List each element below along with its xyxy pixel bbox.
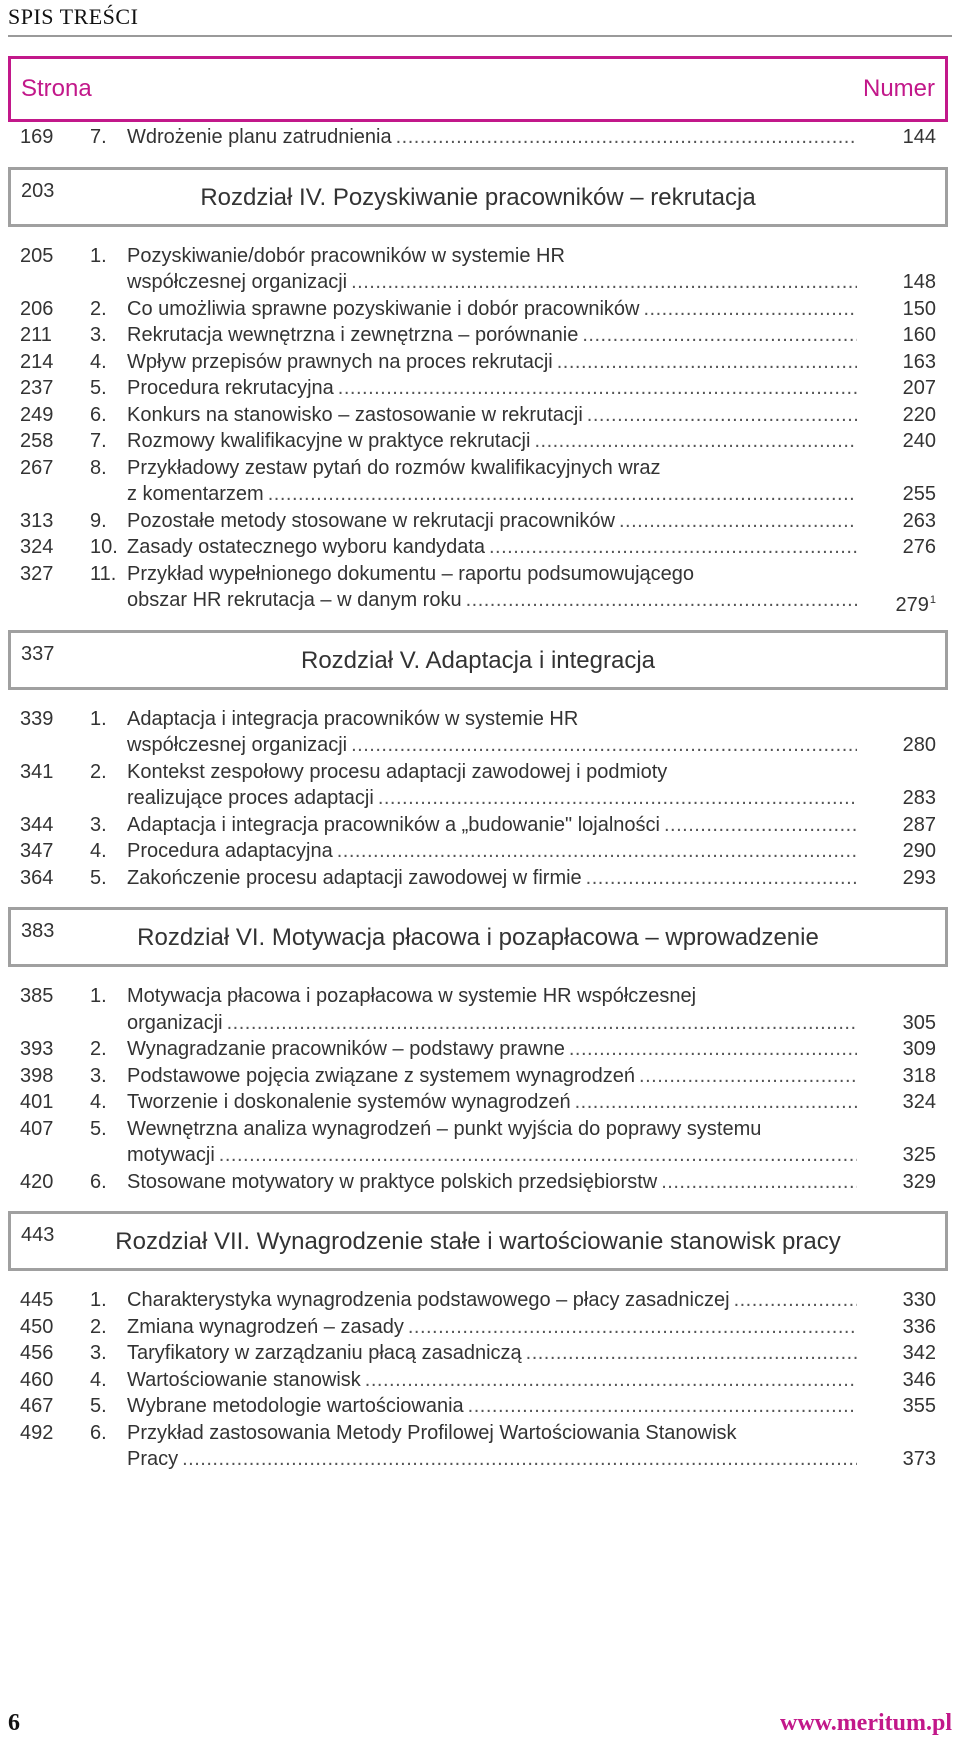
dot-leader [587,402,857,429]
entry-number: 5. [90,866,107,889]
entry-page-value: 148 [902,271,936,293]
entry-page-number [876,1446,936,1473]
entry-page-value: 346 [902,1368,936,1391]
entry-page-number [876,1393,936,1420]
entry-page-value: 305 [902,1011,936,1034]
entry-page-number [876,508,936,535]
entry-title [127,865,857,892]
entry-source-page: 347 [20,840,54,862]
chapter-heading [8,630,948,690]
entry-title [127,402,857,429]
entry-page-value: 276 [902,536,936,558]
entry-title-line: Wynagradzanie pracowników – podstawy prawne [127,1038,565,1060]
chapter-heading [8,907,948,967]
entry-page-number [876,481,936,508]
dot-leader [182,1446,857,1473]
entry-title [127,759,857,812]
entry-title-line: Co umożliwia sprawne pozyskiwanie i dobór pracowników [127,297,640,320]
dot-leader [643,296,857,323]
dot-leader [365,1367,857,1394]
entry-page-number [876,1367,936,1394]
dot-leader [619,508,857,535]
footer-page-number: 6 [8,1710,20,1736]
entry-number: 5. [90,377,107,399]
entry-title [127,1116,857,1169]
entry-page-value: 293 [902,866,936,889]
entry-page-number [876,269,936,296]
entry-source-page: 393 [20,1038,54,1060]
dot-leader [219,1142,857,1169]
entry-title [127,455,857,508]
entry-source-page: 445 [20,1289,54,1311]
entry-source-page: 205 [20,244,54,267]
entry-page-value: 144 [902,126,936,148]
dot-leader [526,1340,857,1367]
entry-title [127,838,857,865]
entry-page-number [876,732,936,759]
entry-source-page: 169 [20,126,54,148]
entry-page-number [876,375,936,402]
entry-source-page: 206 [20,297,54,320]
entry-page-value: 330 [902,1289,936,1311]
entry-title-line: Przykład zastosowania Metody Profilowej Wartościowania Stanowisk [127,1421,737,1444]
entry-title [127,1063,857,1090]
entry-title-line: Przykład wypełnionego dokumentu – raportu podsumowującego [127,562,695,585]
entry-source-page: 492 [20,1421,54,1444]
entry-title [127,561,857,614]
entry-source-page: 364 [20,866,54,889]
entry-title [127,706,857,759]
entry-page-value: 355 [902,1395,936,1417]
entry-page-value: 280 [902,734,936,756]
entry-number: 2. [90,760,107,783]
dot-leader [664,812,857,839]
entry-title [127,322,857,349]
entry-number: 1. [90,244,107,267]
dot-leader [468,1393,857,1420]
entry-page-value: 263 [902,509,936,532]
entry-page-value: 287 [902,813,936,836]
dot-leader [639,1063,857,1090]
dot-leader [466,587,857,614]
entry-title-line: Adaptacja i integracja pracowników a „budowanie" lojalności [127,813,660,836]
entry-title [127,349,857,376]
entry-title-line: współczesnej organizacji [127,734,348,756]
entry-source-page: 456 [20,1342,54,1364]
chapter-title: Rozdział V. Adaptacja i integracja [301,646,655,674]
entry-page-number [876,838,936,865]
entry-source-page: 450 [20,1315,54,1338]
entry-page-number [876,1142,936,1169]
entry-title-line: Wewnętrzna analiza wynagrodzeń – punkt wyjścia do poprawy systemu [127,1117,762,1140]
entry-title-line: organizacji [127,1011,223,1034]
entry-source-page: 211 [20,324,52,346]
entry-title-line: Zmiana wynagrodzeń – zasady [127,1315,404,1338]
entry-page-number [876,1287,936,1314]
chapter-title: Rozdział VII. Wynagrodzenie stałe i wartościowanie stanowisk pracy [115,1228,841,1255]
footer-website-link[interactable]: www.meritum.pl [780,1710,952,1736]
entry-title-line: Procedura rekrutacyjna [127,377,334,399]
entry-page-number [876,1169,936,1196]
entry-number: 8. [90,456,107,479]
dot-leader [575,1089,857,1116]
entry-page-value: 324 [902,1091,936,1113]
entry-source-page: 398 [20,1064,54,1087]
entry-page-value: 163 [902,350,936,373]
entry-page-number [876,587,936,619]
entry-page-number [876,428,936,455]
entry-page-number [876,534,936,561]
entry-number: 1. [90,985,107,1007]
entry-number: 3. [90,813,107,836]
column-header-left: Strona [21,75,92,102]
entry-number: 11. [90,562,117,585]
entry-page-number [876,1314,936,1341]
entry-source-page: 327 [20,562,54,585]
dot-leader [534,428,857,455]
entry-page-value: 283 [902,787,936,809]
entry-title-line: Pozostałe metody stosowane w rekrutacji pracowników [127,509,615,532]
entry-title [127,375,857,402]
entry-number: 4. [90,840,107,862]
dot-leader [557,349,857,376]
header-divider [8,35,952,37]
entry-page-value: 220 [902,403,936,426]
entry-title-line: współczesnej organizacji [127,271,348,293]
entry-title-line: Taryfikatory w zarządzaniu płacą zasadniczą [127,1342,522,1364]
dot-leader [408,1314,857,1341]
entry-page-value: 290 [902,840,936,862]
entry-number: 2. [90,297,107,320]
entry-title-line: z komentarzem [127,483,264,505]
entry-title [127,1367,857,1394]
entry-title [127,1089,857,1116]
entry-source-page: 460 [20,1368,54,1391]
entry-page-number [876,322,936,349]
entry-title [127,1287,857,1314]
entry-title [127,983,857,1036]
entry-number: 3. [90,1064,107,1087]
entry-page-number [876,1010,936,1037]
chapter-source-page: 383 [21,920,55,942]
entry-title [127,1036,857,1063]
entry-title-line: Procedura adaptacyjna [127,840,333,862]
entry-number: 4. [90,1091,107,1113]
footnote-marker: 1 [929,594,936,606]
entry-title-line: Motywacja płacowa i pozapłacowa w systemie HR współczesnej [127,985,697,1007]
entry-source-page: 249 [20,403,54,426]
entry-number: 7. [90,126,107,148]
column-header [8,56,948,122]
entry-title-line: Kontekst zespołowy procesu adaptacji zawodowej i podmioty [127,760,668,783]
entry-page-number [876,349,936,376]
entry-title-line: Wpływ przepisów prawnych na proces rekrutacji [127,350,553,373]
entry-source-page: 324 [20,536,54,558]
entry-title-line: Zasady ostatecznego wyboru kandydata [127,536,485,558]
dot-leader [489,534,857,561]
entry-source-page: 401 [20,1091,54,1113]
entry-page-value: 207 [902,377,936,399]
entry-page-value: 150 [902,297,936,320]
entry-page-number [876,1036,936,1063]
entry-title [127,124,857,151]
entry-title [127,243,857,296]
entry-number: 6. [90,1421,107,1444]
entry-title [127,1314,857,1341]
dot-leader [227,1010,857,1037]
entry-source-page: 420 [20,1170,54,1193]
entry-source-page: 339 [20,707,54,730]
entry-number: 6. [90,1170,107,1193]
dot-leader [586,865,857,892]
entry-title-line: Adaptacja i integracja pracowników w systemie HR [127,707,579,730]
chapter-source-page: 203 [21,179,55,202]
entry-title-line: Pozyskiwanie/dobór pracowników w systemie HR [127,244,565,267]
page-title: SPIS TREŚCI [8,4,139,29]
entry-page-value: 240 [902,430,936,452]
entry-source-page: 341 [20,760,54,783]
entry-page-value: 342 [902,1342,936,1364]
entry-page-value: 160 [902,324,936,346]
entry-title-line: motywacji [127,1144,215,1166]
chapter-heading [8,167,948,227]
entry-source-page: 407 [20,1117,54,1140]
entry-number: 1. [90,707,107,730]
entry-number: 6. [90,403,107,426]
entry-page-value: 309 [902,1038,936,1060]
entry-page-value: 336 [902,1315,936,1338]
entry-title [127,296,857,323]
entry-title-line: Rekrutacja wewnętrzna i zewnętrzna – porównanie [127,324,579,346]
entry-number: 2. [90,1315,107,1338]
entry-title-line: Tworzenie i doskonalenie systemów wynagrodzeń [127,1091,571,1113]
entry-title-line: obszar HR rekrutacja – w danym roku [127,589,462,611]
entry-title-line: Przykładowy zestaw pytań do rozmów kwalifikacyjnych wraz [127,456,661,479]
entry-title [127,1420,857,1473]
entry-page-value: 279 [895,594,929,616]
chapter-source-page: 443 [21,1224,55,1246]
entry-number: 5. [90,1395,107,1417]
entry-source-page: 214 [20,350,54,373]
entry-source-page: 313 [20,509,54,532]
entry-title-line: Konkurs na stanowisko – zastosowanie w rekrutacji [127,403,583,426]
entry-title-line: Charakterystyka wynagrodzenia podstawowego – płacy zasadniczej [127,1289,730,1311]
entry-source-page: 467 [20,1395,54,1417]
entry-number: 3. [90,324,107,346]
entry-number: 3. [90,1342,107,1364]
entry-page-number [876,402,936,429]
chapter-source-page: 337 [21,642,55,665]
entry-source-page: 385 [20,985,54,1007]
chapter-heading [8,1211,948,1271]
entry-page-number [876,785,936,812]
dot-leader [351,732,857,759]
entry-number: 1. [90,1289,107,1311]
entry-title [127,1393,857,1420]
entry-title-line: realizujące proces adaptacji [127,787,374,809]
entry-title [127,1169,857,1196]
column-header-right: Numer [862,75,935,102]
chapter-title: Rozdział IV. Pozyskiwanie pracowników – rekrutacja [200,183,756,211]
entry-title-line: Wybrane metodologie wartościowania [127,1395,464,1417]
dot-leader [396,124,857,151]
entry-number: 4. [90,350,107,373]
entry-page-number [876,1063,936,1090]
dot-leader [337,838,857,865]
dot-leader [734,1287,857,1314]
chapter-title: Rozdział VI. Motywacja płacowa i pozapłacowa – wprowadzenie [137,924,819,951]
entry-page-number [876,124,936,151]
entry-page-number [876,865,936,892]
entry-number: 4. [90,1368,107,1391]
entry-source-page: 258 [20,430,54,452]
entry-page-value: 329 [902,1170,936,1193]
entry-page-number [876,296,936,323]
entry-source-page: 267 [20,456,54,479]
entry-title [127,1340,857,1367]
entry-title [127,812,857,839]
entry-page-value: 373 [902,1448,936,1470]
dot-leader [661,1169,857,1196]
entry-title-line: Rozmowy kwalifikacyjne w praktyce rekrutacji [127,430,531,452]
entry-title-line: Wartościowanie stanowisk [127,1368,361,1391]
entry-title [127,508,857,535]
entry-title [127,428,857,455]
dot-leader [268,481,857,508]
entry-page-value: 255 [902,483,936,505]
dot-leader [569,1036,857,1063]
entry-page-number [876,1340,936,1367]
dot-leader [338,375,857,402]
entry-number: 5. [90,1117,107,1140]
entry-number: 7. [90,430,107,452]
entry-page-value: 318 [902,1064,936,1087]
dot-leader [351,269,857,296]
entry-number: 10. [90,536,118,558]
entry-number: 9. [90,509,107,532]
entry-title-line: Podstawowe pojęcia związane z systemem wynagrodzeń [127,1064,636,1087]
entry-title-line: Stosowane motywatory w praktyce polskich przedsiębiorstw [127,1170,658,1193]
entry-title [127,534,857,561]
dot-leader [378,785,857,812]
entry-page-number [876,1089,936,1116]
entry-title-line: Zakończenie procesu adaptacji zawodowej w firmie [127,866,582,889]
dot-leader [582,322,857,349]
entry-page-value: 325 [902,1144,936,1166]
entry-title-line: Wdrożenie planu zatrudnienia [127,126,392,148]
entry-page-number [876,812,936,839]
entry-source-page: 237 [20,377,54,399]
entry-source-page: 344 [20,813,54,836]
entry-title-line: Pracy [127,1448,179,1470]
entry-number: 2. [90,1038,107,1060]
